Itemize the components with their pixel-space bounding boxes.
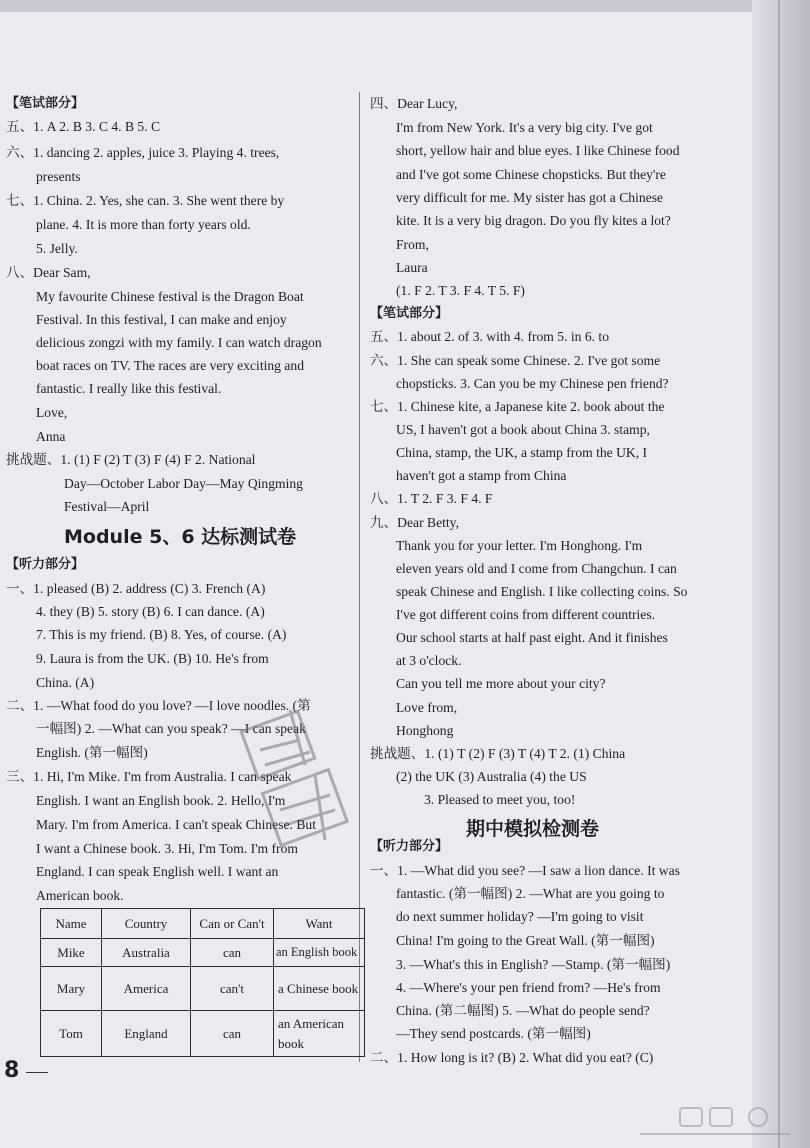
answer-line: China. (第二幅图) 5. —What do people send? xyxy=(396,1003,650,1018)
section-heading: 【笔试部分】 xyxy=(370,306,449,321)
test-title: 期中模拟检测卷 xyxy=(466,818,600,840)
letter-line: Festival. In this festival, I can make and enjoy xyxy=(36,312,287,327)
answer-line: US, I haven't got a book about China 3. stamp, xyxy=(396,422,650,437)
answer-line: 挑战题、1. (1) T (2) F (3) T (4) T 2. (1) China xyxy=(370,746,626,761)
answer-line: Mary. I'm from America. I can't speak Chinese. But xyxy=(36,817,316,832)
page-number-rule xyxy=(26,1072,48,1073)
answer-line: fantastic. (第一幅图) 2. —What are you going to xyxy=(396,886,665,901)
answer-line: 3. Pleased to meet you, too! xyxy=(424,792,576,807)
table-row xyxy=(41,967,365,1011)
answer-line: 一、1. pleased (B) 2. address (C) 3. French (A) xyxy=(6,581,266,596)
answer-line: 挑战题、1. (1) F (2) T (3) F (4) F 2. National xyxy=(6,452,256,467)
table-header: Country xyxy=(102,909,191,939)
table-cell: can xyxy=(191,939,274,967)
answer-line: 六、1. She can speak some Chinese. 2. I've got some xyxy=(370,353,661,368)
letter-line: boat races on TV. The races are very exciting and xyxy=(36,358,304,373)
table-cell: Mary xyxy=(41,967,102,1011)
letter-line: Our school starts at half past eight. And it finishes xyxy=(396,630,668,645)
answer-line: chopsticks. 3. Can you be my Chinese pen friend? xyxy=(396,376,669,391)
letter-line: My favourite Chinese festival is the Dragon Boat xyxy=(36,289,304,304)
letter-line: eleven years old and I come from Changchun. I can xyxy=(396,561,677,576)
test-title: Module 5、6 达标测试卷 xyxy=(64,526,297,548)
letter-line: and I've got some Chinese chopsticks. But they're xyxy=(396,167,666,182)
letter-line: very difficult for me. My sister has got a Chinese xyxy=(396,190,664,205)
answer-line: 一幅图) 2. —What can you speak? —I can speak xyxy=(36,721,306,736)
letter-line: at 3 o'clock. xyxy=(396,653,462,668)
answer-line: 7. This is my friend. (B) 8. Yes, of course. (A) xyxy=(36,627,287,642)
table-cell: an American book xyxy=(274,1011,365,1057)
table-cell: England xyxy=(102,1011,191,1057)
answer-line: (2) the UK (3) Australia (4) the US xyxy=(396,769,587,784)
letter-line: Love, xyxy=(36,405,68,420)
page-right-edge xyxy=(752,0,810,1148)
answer-line: American book. xyxy=(36,888,124,903)
letter-line: From, xyxy=(396,237,429,252)
answer-line: 八、1. T 2. F 3. F 4. F xyxy=(370,491,493,506)
letter-line: kite. It is a very big dragon. Do you fly kites a lot? xyxy=(396,213,671,228)
table-cell: Tom xyxy=(41,1011,102,1057)
letter-line: Thank you for your letter. I'm Honghong. I'm xyxy=(396,538,643,553)
answer-line: Day—October Labor Day—May Qingming xyxy=(64,476,303,491)
answer-line: 九、Dear Betty, xyxy=(370,515,459,530)
answer-line: English. (第一幅图) xyxy=(36,745,148,760)
answer-line: China. (A) xyxy=(36,675,95,690)
answer-table xyxy=(40,908,365,1057)
answer-line: 一、1. —What did you see? —I saw a lion dance. It was xyxy=(370,863,680,878)
answer-line: 七、1. Chinese kite, a Japanese kite 2. book about the xyxy=(370,399,665,414)
answer-line: 4. they (B) 5. story (B) 6. I can dance. (A) xyxy=(36,604,265,619)
table-cell: America xyxy=(102,967,191,1011)
letter-line: Honghong xyxy=(396,723,454,738)
answer-line: presents xyxy=(36,169,81,184)
table-cell: can xyxy=(191,1011,274,1057)
page-fold-line xyxy=(778,0,780,1148)
answer-line: 5. Jelly. xyxy=(36,241,78,256)
answer-line: haven't got a stamp from China xyxy=(396,468,567,483)
table-row xyxy=(41,939,365,967)
page-number: 8 xyxy=(4,1058,20,1083)
letter-line: Anna xyxy=(36,429,66,444)
answer-line: Festival—April xyxy=(64,499,150,514)
answer-line: England. I can speak English well. I want an xyxy=(36,864,279,879)
section-heading: 【听力部分】 xyxy=(370,839,449,854)
answer-line: 八、Dear Sam, xyxy=(6,265,91,280)
answer-line: —They send postcards. (第一幅图) xyxy=(396,1026,591,1041)
table-cell: can't xyxy=(191,967,274,1011)
answer-line: China! I'm going to the Great Wall. (第一幅图) xyxy=(396,933,655,948)
section-heading: 【笔试部分】 xyxy=(6,96,85,111)
letter-line: fantastic. I really like this festival. xyxy=(36,381,222,396)
answer-line: (1. F 2. T 3. F 4. T 5. F) xyxy=(396,283,525,298)
answer-line: 三、1. Hi, I'm Mike. I'm from Australia. I can speak xyxy=(6,769,292,784)
answer-line: English. I want an English book. 2. Hello, I'm xyxy=(36,793,286,808)
table-header: Can or Can't xyxy=(191,909,274,939)
table-header: Want xyxy=(274,909,365,939)
table-cell: a Chinese book xyxy=(274,967,365,1011)
letter-line: Can you tell me more about your city? xyxy=(396,676,606,691)
table-cell: Australia xyxy=(102,939,191,967)
table-cell: an English book xyxy=(274,939,365,967)
answer-line: 四、Dear Lucy, xyxy=(370,96,458,111)
table-cell: Mike xyxy=(41,939,102,967)
letter-line: delicious zongzi with my family. I can watch dragon xyxy=(36,335,322,350)
answer-line: China, stamp, the UK, a stamp from the UK, I xyxy=(396,445,648,460)
answer-line: plane. 4. It is more than forty years old. xyxy=(36,217,251,232)
answer-line: 五、1. A 2. B 3. C 4. B 5. C xyxy=(6,119,161,134)
letter-line: Laura xyxy=(396,260,428,275)
letter-line: I've got different coins from different countries. xyxy=(396,607,656,622)
table-header: Name xyxy=(41,909,102,939)
table-row xyxy=(41,1011,365,1057)
letter-line: speak Chinese and English. I like collecting coins. So xyxy=(396,584,688,599)
section-heading: 【听力部分】 xyxy=(6,557,85,572)
answer-line: I want a Chinese book. 3. Hi, I'm Tom. I'm from xyxy=(36,841,298,856)
answer-line: 七、1. China. 2. Yes, she can. 3. She went there by xyxy=(6,193,285,208)
stamp-watermark-icon xyxy=(230,690,360,890)
answer-line: 9. Laura is from the UK. (B) 10. He's from xyxy=(36,651,269,666)
site-watermark-icon xyxy=(630,1104,800,1144)
top-edge-band xyxy=(0,0,810,12)
answer-line: 六、1. dancing 2. apples, juice 3. Playing 4. trees, xyxy=(6,145,280,160)
letter-line: I'm from New York. It's a very big city. I've got xyxy=(396,120,653,135)
letter-line: short, yellow hair and blue eyes. I like Chinese food xyxy=(396,143,680,158)
answer-line: do next summer holiday? —I'm going to visit xyxy=(396,909,644,924)
answer-line: 二、1. —What food do you love? —I love noodles. (第 xyxy=(6,698,311,713)
answer-line: 3. —What's this in English? —Stamp. (第一幅图) xyxy=(396,957,671,972)
answer-line: 二、1. How long is it? (B) 2. What did you eat? (C) xyxy=(370,1050,654,1065)
answer-line: 4. —Where's your pen friend from? —He's from xyxy=(396,980,661,995)
answer-line: 五、1. about 2. of 3. with 4. from 5. in 6. to xyxy=(370,329,610,344)
letter-line: Love from, xyxy=(396,700,458,715)
